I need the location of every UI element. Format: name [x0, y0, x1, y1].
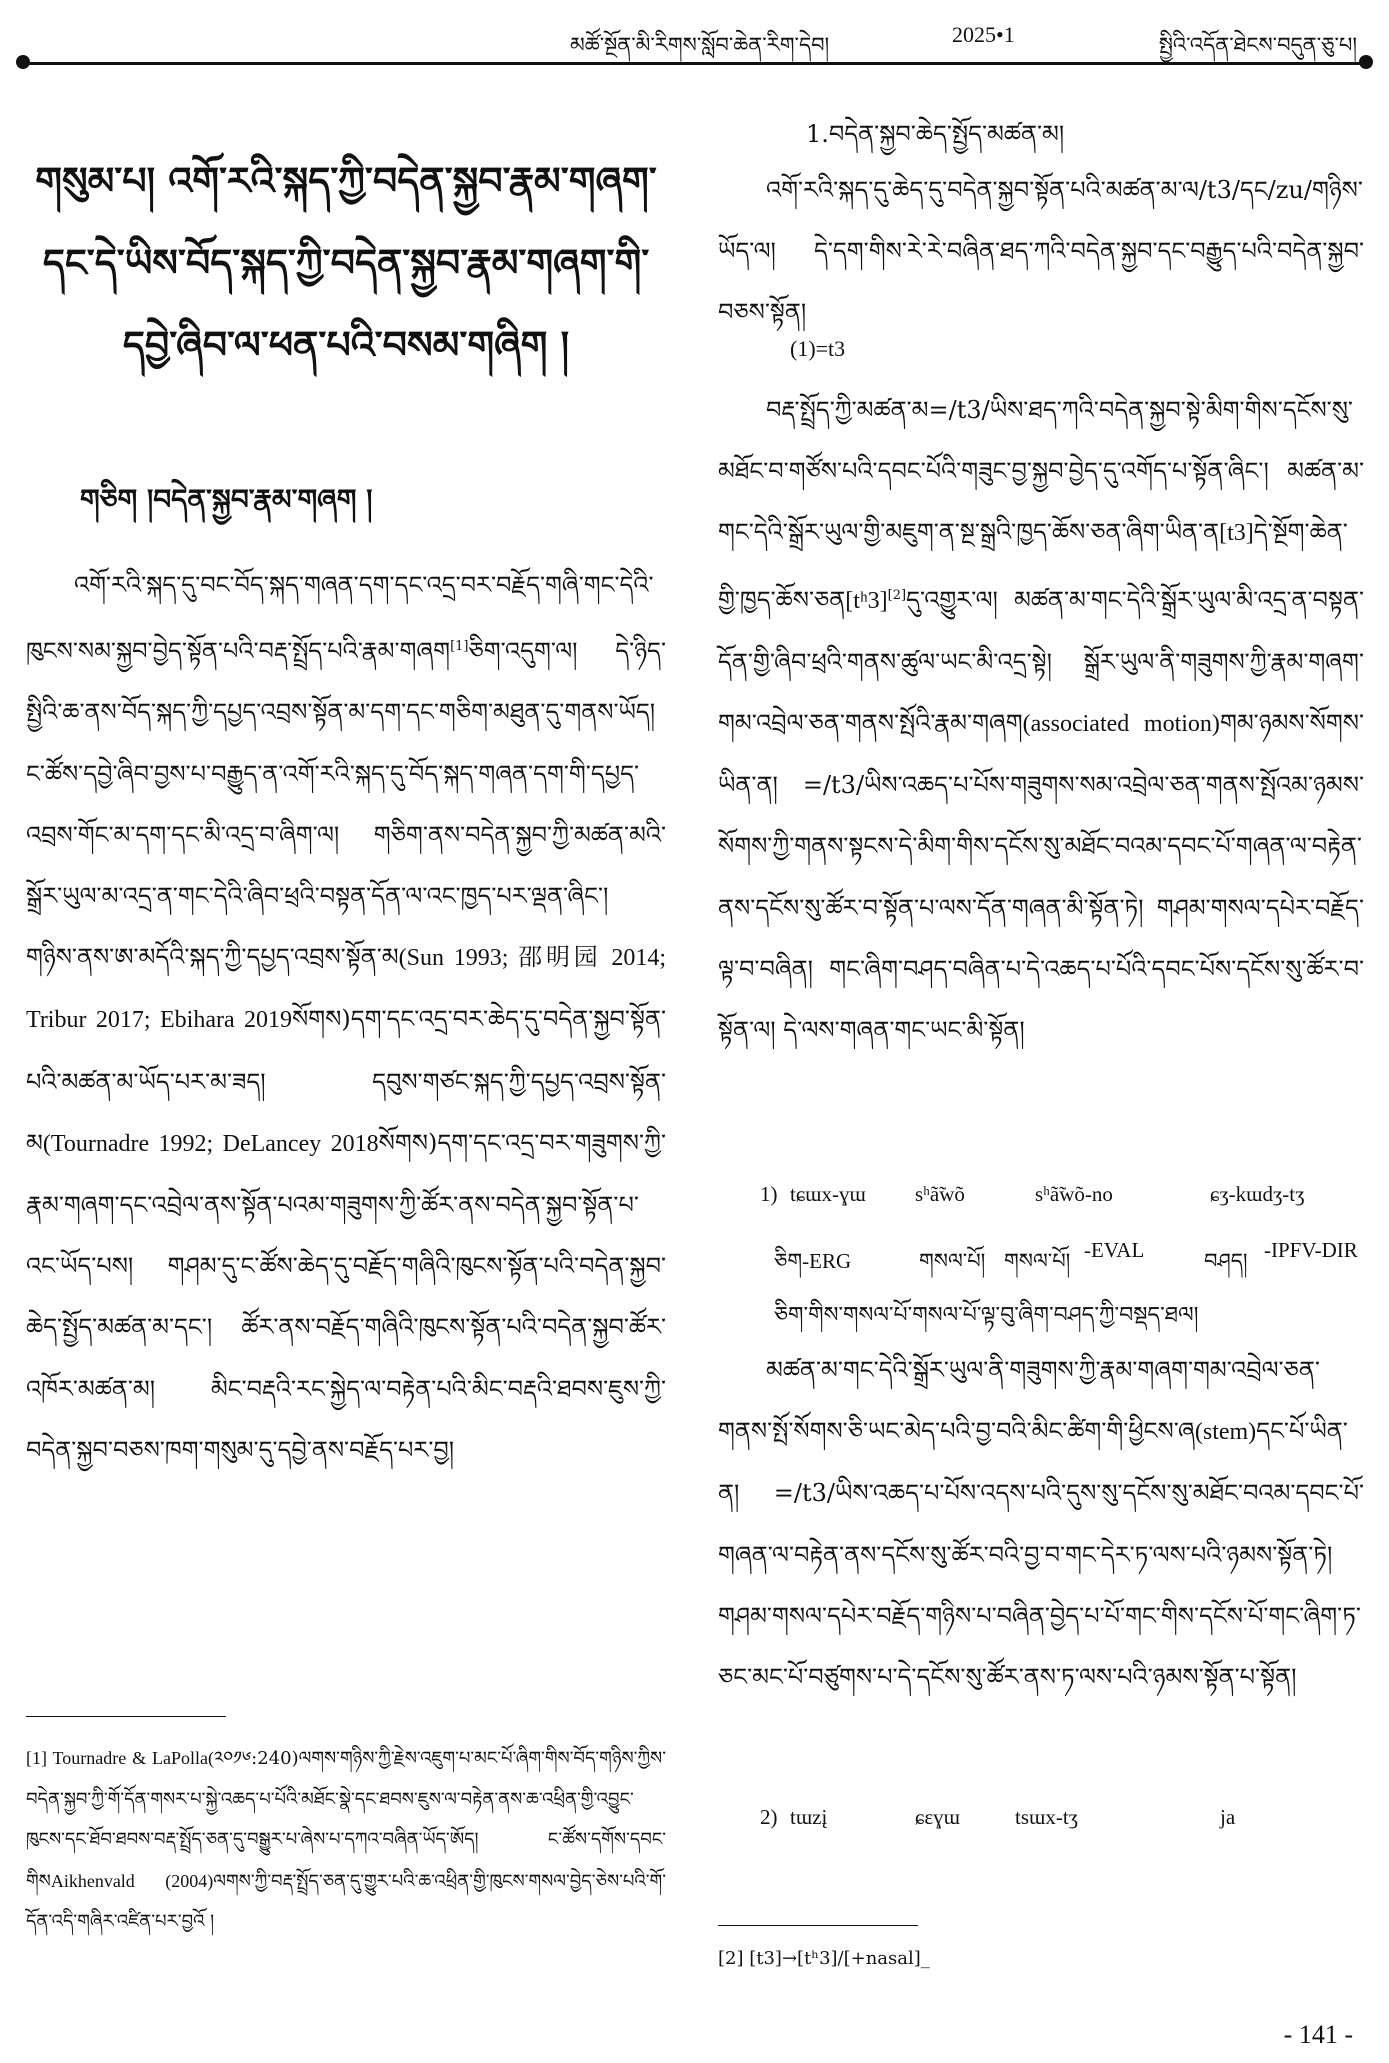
- body-text: སོགས)དག་དང་འདྲ་བར་ཆེད་དུ་བདེན་སྐྱབ་སྟོན་པའི་མཚན་མ་ཡོད་པར་མ་ཟད། དབུས་གཙང་སྐད་ཀྱི་དཔྱད་འབྲས་སྟོན་མ: [26, 1005, 666, 1157]
- right-paragraph-2: [718, 380, 1364, 1061]
- gloss-item: བཤད།: [1204, 1249, 1248, 1273]
- footnote-citation: Aikhenvald (2004): [50, 1870, 214, 1891]
- example-number: 1): [760, 1182, 778, 1206]
- gloss-item: ཅིག-ERG: [774, 1249, 852, 1273]
- header-rule: [22, 62, 1367, 65]
- footnote-marker-1: [1]: [450, 639, 469, 655]
- example-word: ɕɛɣɯ: [915, 1805, 960, 1829]
- journal-name: མཚོ་སྔོན་མི་རིགས་སློབ་ཆེན་རིག་དེབ།: [570, 33, 830, 57]
- citation: (Sun 1993; 邵明园 2014; Tribur 2017; Ebihara 2019: [26, 945, 666, 1034]
- footnote-rule-right: [718, 1925, 918, 1926]
- right-paragraph-1: འགོ་རའི་སྐད་དུ་ཆེད་དུ་བདེན་སྐྱབ་སྟོན་པའི་མཚན་མ་ལ/t3/དང/zu/གཉིས་ཡོད་ལ། དེ་དག་གིས་རེ་རེ་བཞིན་ཐད་ཀའི་བདེན་སྐྱབ་དང་བརྒྱུད་པའི་བདེན་སྐྱབ་བཅས་སྟོན།: [718, 176, 1364, 327]
- right-paragraph-3: [718, 1340, 1364, 1708]
- issue-number: 2025•1: [952, 22, 1015, 47]
- footnote-text: )ལགས་གཉིས་ཀྱི་རྗེས་འཇུག་པ་མང་པོ་ཞིག་གིས་བོད་གཉིས་ཀྱིས་བདེན་སྐྱབ་ཀྱི་གོ་དོན་གསར་པ་སྐྱེ་འཆད་པ་པོའི་མཐོང་སྣེ་དང་ཐབས་ཇུས་ལ་བརྟེན་ནས་ཆ་འཕྲིན་གྱི་འབྱུང་ཁུངས་དང་ཐོབ་ཐབས་བརྡ་སྤྲོད་ཅན་དུ་བསྒྱུར་པ་ཞེས་པ་དཀའ་བཞིན་ཡོད་ཨོད། ང་ཚོས་དགོས་དབང་གིས: [26, 1748, 666, 1892]
- left-column-body: [26, 555, 666, 1481]
- body-text: ཅིག་འདུག་ལ། དེ་ཉིད་སྤྱིའི་ཆ་ནས་བོད་སྐད་ཀྱི་དཔྱད་འབྲས་སྟོན་མ་དག་དང་གཅིག་མཐུན་དུ་གནས་ཡོད། ང་ཚོས་དབྱེ་ཞིབ་བྱས་པ་བརྒྱུད་ན་འགོ་རའི་སྐད་དུ་བོད་སྐད་གཞན་དག་གི་དཔྱད་འབྲས་གོང་མ་དག་དང་མི་འདྲ་བ་ཞིག་ལ། གཅིག་ནས་བདེན་སྐྱབ་ཀྱི་མཚན་མའི་སྒྲོར་ཡུལ་མ་འདྲ་ན་གང་དེའི་ཞིབ་ཕྲའི་བསྟན་དོན་ལ་འང་ཁྱད་པར་ལྡན་ཞིང་། གཉིས་ནས་ཨ་མདོའི་སྐད་ཀྱི་དཔྱད་འབྲས་སྟོན་མ: [26, 637, 666, 972]
- gloss-item: -EVAL: [1084, 1238, 1145, 1262]
- phonetic: [t3]དེ་སྔོག་ཆེན་གྱི་ཁྱད་ཆོས་ཅན: [718, 520, 1348, 614]
- body-text: བརྡ་སྤྲོད་ཀྱི་མཚན་མ=/t3/ཡིས་ཐད་ཀའི་བདེན་སྐྱབ་སྟེ་མིག་གིས་དངོས་སུ་མཐོང་བ་གཙོས་པའི་དབང་པོའི་གཟུང་བྱ་སྐྱབ་བྱེད་དུ་འགོད་པ་སྟོན་ཞིང་། མཚན་མ་གང་དེའི་སྒྲོར་ཡུལ་གྱི་མཇུག་ན་སྔ་སྒྲའི་ཁྱད་ཆོས་ཅན་ཞིག་ཡིན་ན: [718, 396, 1364, 547]
- example-word: tɕɯx-ɣɯ: [790, 1182, 866, 1206]
- body-text: མཚན་མ་གང་དེའི་སྒྲོར་ཡུལ་ནི་གཟུགས་ཀྱི་རྣམ་གཞག་གམ་འབྲེལ་ཅན་གནས་སྤོ་སོགས་ཅི་ཡང་མེད་པའི་བྱ་བའི་མིང་ཚིག་གི་ཕྱིངས་ཞ: [718, 1356, 1320, 1446]
- phonetic: [tʰ3]: [845, 587, 888, 614]
- page-number: - 141 -: [1283, 2020, 1353, 2049]
- example-number: 2): [760, 1805, 778, 1829]
- header-rule-left-dot: [16, 55, 30, 69]
- example-1-translation: ཅིག་གིས་གསལ་པོ་གསལ་པོ་ལྟ་བུ་ཞིག་བཤད་ཀྱི་བསྡད་ཐལ།: [774, 1303, 1199, 1328]
- right-subheading: 1.བདེན་སྐྱབ་ཆེད་སྤྱོད་མཚན་མ།: [806, 120, 1065, 148]
- example-word: tsɯx-tʒ: [1015, 1805, 1078, 1829]
- example-word: sʰã̃wõ-no: [1035, 1182, 1113, 1206]
- article-section-title: གསུམ་པ། འགོ་རའི་སྐད་ཀྱི་བདེན་སྐྱབ་རྣམ་གཞག་དང་དེ་ཡིས་བོད་སྐད་ཀྱི་བདེན་སྐྱབ་རྣམ་གཞག་གི་དབྱེ་ཞིབ་ལ་ཕན་པའི་བསམ་གཞིག །: [35, 158, 657, 367]
- footnote-rule-left: [26, 1716, 226, 1717]
- gloss-item: -IPFV-DIR: [1264, 1238, 1358, 1262]
- equation-1: (1)=t3: [790, 336, 846, 361]
- running-header: [22, 0, 1367, 62]
- gloss-item: གསལ་པོ།: [1004, 1249, 1071, 1273]
- body-text: གམ་ཉམས་སོགས་ཡིན་ན། =/t3/ཡིས་འཆད་པ་པོས་གཟུགས་སམ་འབྲེལ་ཅན་གནས་སྤོའམ་ཉམས་སོགས་ཀྱི་གནས་སྟངས་དེ་མིག་གིས་དངོས་སུ་མཐོང་བའམ་དབང་པོ་གཞན་ལ་བརྟེན་ནས་དངོས་སུ་ཚོར་བ་སྟོན་པ་ལས་དོན་གཞན་མི་སྟོན་ཏེ། གཤམ་གསལ་དཔེར་བརྗོད་ལྟ་བ་བཞིན། གང་ཞིག་བཤད་བཞིན་པ་དེ་འཆད་པ་པོའི་དབང་པོས་དངོས་སུ་ཚོར་བ་སྟོན་ལ། དེ་ལས་གཞན་གང་ཡང་མི་སྟོན།: [718, 709, 1364, 1045]
- body-text: དང་པོ་ཡིན་ན། =/t3/ཡིས་འཆད་པ་པོས་འདས་པའི་དུས་སུ་དངོས་སུ་མཐོང་བའམ་དབང་པོ་གཞན་ལ་བརྟེན་ནས་དངོས་སུ་ཚོར་བའི་བྱ་བ་གང་དེར་ཏ་ལས་པའི་ཉམས་སྟོན་ཏེ། གཤམ་གསལ་དཔེར་བརྗོད་གཉིས་པ་བཞིན་བྱེད་པ་པོ་གང་གིས་དངོས་པོ་གང་ཞིག་ཏ་ཅང་མང་པོ་བཙུགས་པ་དེ་དངོས་སུ་ཚོར་ནས་ཏ་ལས་པའི་ཉམས་སྟོན་པ་སྟོན།: [718, 1417, 1364, 1692]
- footnote-2: [2] [t3]→[tʰ3]/[+nasal]_: [718, 1948, 930, 1969]
- gloss-item: གསལ་པོ།: [919, 1249, 986, 1273]
- body-text: སོགས)དག་དང་འདྲ་བར་གཟུགས་ཀྱི་རྣམ་གཞག་དང་འབྲེལ་ནས་སྟོན་པའམ་གཟུགས་ཀྱི་ཚོར་ནས་བདེན་སྐྱབ་སྟོན་པ་འང་ཡོད་པས། གཤམ་དུ་ང་ཚོས་ཆེད་དུ་བརྗོད་གཞིའི་ཁུངས་སྟོན་པའི་བདེན་སྐྱབ་ཆེད་སྤྱོད་མཚན་མ་དང་། ཚོར་ནས་བརྗོད་གཞིའི་ཁུངས་སྟོན་པའི་བདེན་སྐྱབ་ཚོར་འཁོར་མཚན་མ། མིང་བརྡའི་རང་སྐྱེད་ལ་བརྟེན་པའི་མིང་བརྡའི་ཐབས་ཇུས་ཀྱི་བདེན་སྐྱབ་བཅས་ཁག་གསུམ་དུ་དབྱེ་ནས་བརྗོད་པར་བྱ།: [26, 1128, 666, 1464]
- english-term: (associated motion): [1022, 711, 1220, 738]
- body-text: དུ་འགྱུར་ལ། མཚན་མ་གང་དེའི་སྒྲོར་ཡུལ་མི་འདྲ་ན་བསྟན་དོན་གྱི་ཞིབ་ཕྲའི་གནས་ཚུལ་ཡང་མི་འདྲ་སྟེ། སྒྲོར་ཡུལ་ནི་གཟུགས་ཀྱི་རྣམ་གཞག་གམ་འབྲེལ་ཅན་གནས་སྤོའི་རྣམ་གཞག: [718, 585, 1364, 738]
- citation: (Tournadre 1992; DeLancey 2018: [42, 1130, 379, 1157]
- body-text: འགོ་རའི་སྐད་དུ་བང་བོད་སྐད་གཞན་དག་དང་འདྲ་བར་བརྗོད་གཞི་གང་དེའི་ཁུངས་སམ་སྐྱབ་བྱེད་སྟོན་པའི་བརྡ་སྤྲོད་པའི་རྣམ་གཞག: [26, 571, 654, 666]
- example-word: ɕʒ-kɯdʒ-tʒ: [1210, 1182, 1305, 1206]
- footnote-year: ༢༠༡༦:240: [213, 1748, 292, 1769]
- footnote-marker-2: [2]: [887, 587, 907, 603]
- subsection-heading: གཅིག །བདེན་སྐྱབ་རྣམ་གཞག །: [80, 483, 373, 516]
- example-word: ja: [1220, 1805, 1236, 1829]
- example-word: sʰã̃wõ: [915, 1182, 965, 1206]
- section-label: སྤྱིའི་འདོན་ཐེངས་བདུན་ཅུ་པ།: [1158, 33, 1357, 57]
- footnote-citation: [1] Tournadre & LaPolla(: [26, 1748, 214, 1768]
- header-rule-right-dot: [1359, 55, 1373, 69]
- english-term: (stem): [1194, 1419, 1257, 1446]
- example-word: tɯzį: [790, 1805, 828, 1829]
- footnote-text: ལགས་ཀྱི་བརྡ་སྤྲོད་ཅན་དུ་གྱུར་པའི་ཆ་འཕྲིན་གྱི་ཁུངས་གསལ་བྱེད་ཅེས་པའི་གོ་དོན་འདི་གཞིར་འཛིན་པར་བྱའོ །: [26, 1870, 666, 1932]
- footnote-1: [26, 1738, 666, 1943]
